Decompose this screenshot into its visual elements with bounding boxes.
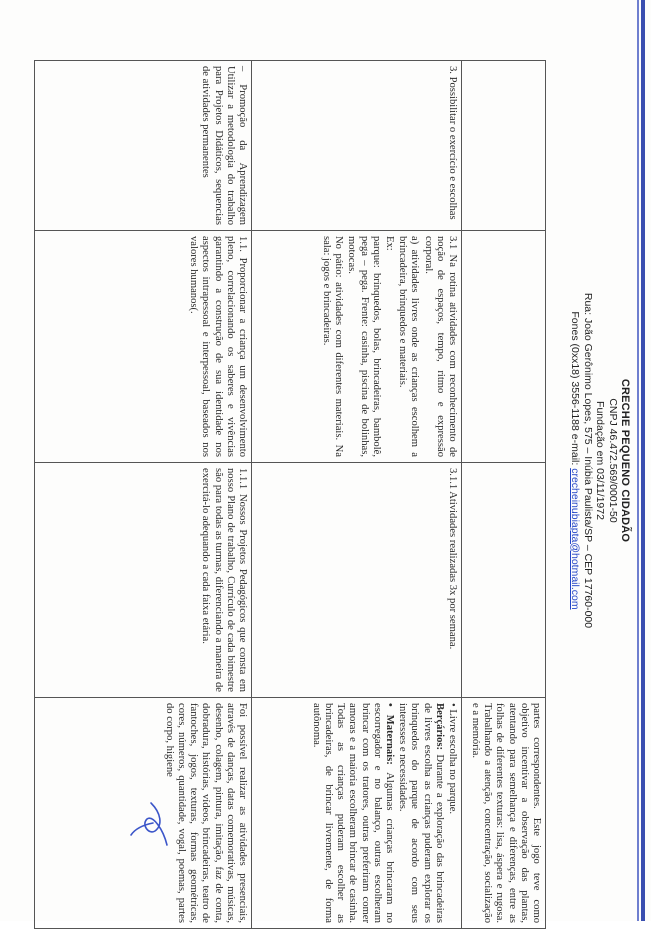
bercarios-text: Durante a exploração das brincadeiras de livres escolha as crianças puderam explorar os brinquedos do parque de acordo com seus interesses e necessidades. xyxy=(397,703,445,923)
table-row xyxy=(462,61,546,929)
bercarios-label: Berçários: xyxy=(433,703,445,751)
action-cell: 1.1. Proporcionar a criança um desenvolvimento pleno, correlacionando os saberes e vivências garantindo a construção de sua identidade nos aspectos intrapessoal e interpessoal, baseados nos valores humanos(. xyxy=(35,231,252,463)
table-cell xyxy=(462,463,546,698)
action-example-label: Ex: xyxy=(383,236,395,251)
table-cell xyxy=(462,231,546,463)
activities-table xyxy=(34,60,546,929)
table-cell: partes correspondentes. Este jogo teve como objetivo incentivar a observação das plantas, atentando para semelhança e diferenças, entre as folhas de diferentes texturas: lisa, áspera e rugosa. Trabalhando a atenção, concentração, socialização e a memória. xyxy=(462,698,546,929)
objective-cell: 3. Possibilitar o exercício e escolhas xyxy=(252,61,462,231)
cnpj: CNPJ 46.472.569/0001-50 xyxy=(607,398,619,523)
result-cell: Foi possível realizar as atividades presenciais, através de danças, datas comemorativas, músicas, desenho, colagem, pintura, imitação, faz de conta, dobradura, histórias, vídeos, brincadeiras, teatro de fantoches, jogos, texturas, formas geométricas, cores, números, quantidade, vogal, poemas, partes do corpo, higiene xyxy=(35,698,252,929)
objective-cell: – Promoção da Aprendizagem Utilizar a metodologia do trabalho para Projetos Didáticos, sequencias de atividades permanentes xyxy=(35,61,252,231)
action-cell xyxy=(252,231,462,463)
table-cell xyxy=(462,61,546,231)
institution-name: CRECHE PEQUENO CIDADÃO xyxy=(619,378,631,543)
signature-mark xyxy=(129,795,181,855)
address: Rua: João Gerônimo Lopes, 575 – Inúbia Paulista/SP – CEP 17760-000 xyxy=(582,292,594,629)
letterhead xyxy=(569,0,631,921)
result-bullet: • Livre escolha no parque. xyxy=(447,703,458,815)
table-row xyxy=(252,61,462,929)
founded-date: Fundação em 03/11/1972 xyxy=(594,401,607,520)
email-link[interactable]: crecheinubiapta@hotmail.com xyxy=(569,468,582,610)
phones: Fones (0xx18) 3556-1188 e-mail: xyxy=(569,311,582,469)
result-cell xyxy=(252,698,462,929)
result-bercarios xyxy=(396,703,445,923)
action-patio: No pátio: atividades com diferentes materiais. Na sala: jogos e brincadeiras. xyxy=(320,236,345,457)
action-text: 3.1 Na rotina atividades com reconhecimento de noção de espaços, tempo, ritmo e expressão corporal. xyxy=(422,236,458,457)
contact-line xyxy=(569,0,582,921)
action-item-a: a) atividades livres onde as crianças escolhem a brincadeira, brinquedos e materiais. xyxy=(397,236,421,457)
maternais-text: Algumas crianças brincaram no escorregador e no balanço, outras escolheram brincar com os tratores, outras preferiram comer amoras e a maioria escolheram brincar de casinha. Todas as crianças puderam escolher as brincadeiras, de brincar livremente, de forma autônoma. xyxy=(310,703,395,923)
frequency-cell: 3.1.1 Atividades realizadas 3x por semana. xyxy=(252,463,462,698)
maternais-label: • Maternais: xyxy=(383,703,395,765)
action-park: parque: brinquedos, bolas, brincadeiras, bambolê, pega – pega. Frente: casinha, piscina de bolinhas, motocas. xyxy=(346,236,382,457)
frequency-cell: 1.1.1 Nossos Projetos Pedagógicos que consta em nosso Plano de trabalho, Currículo de cada bimestre são para todas as turmas, diferenciando a maneira de exercitá-lo adequando a cada faixa etária. xyxy=(35,463,252,698)
result-maternais xyxy=(310,703,395,923)
